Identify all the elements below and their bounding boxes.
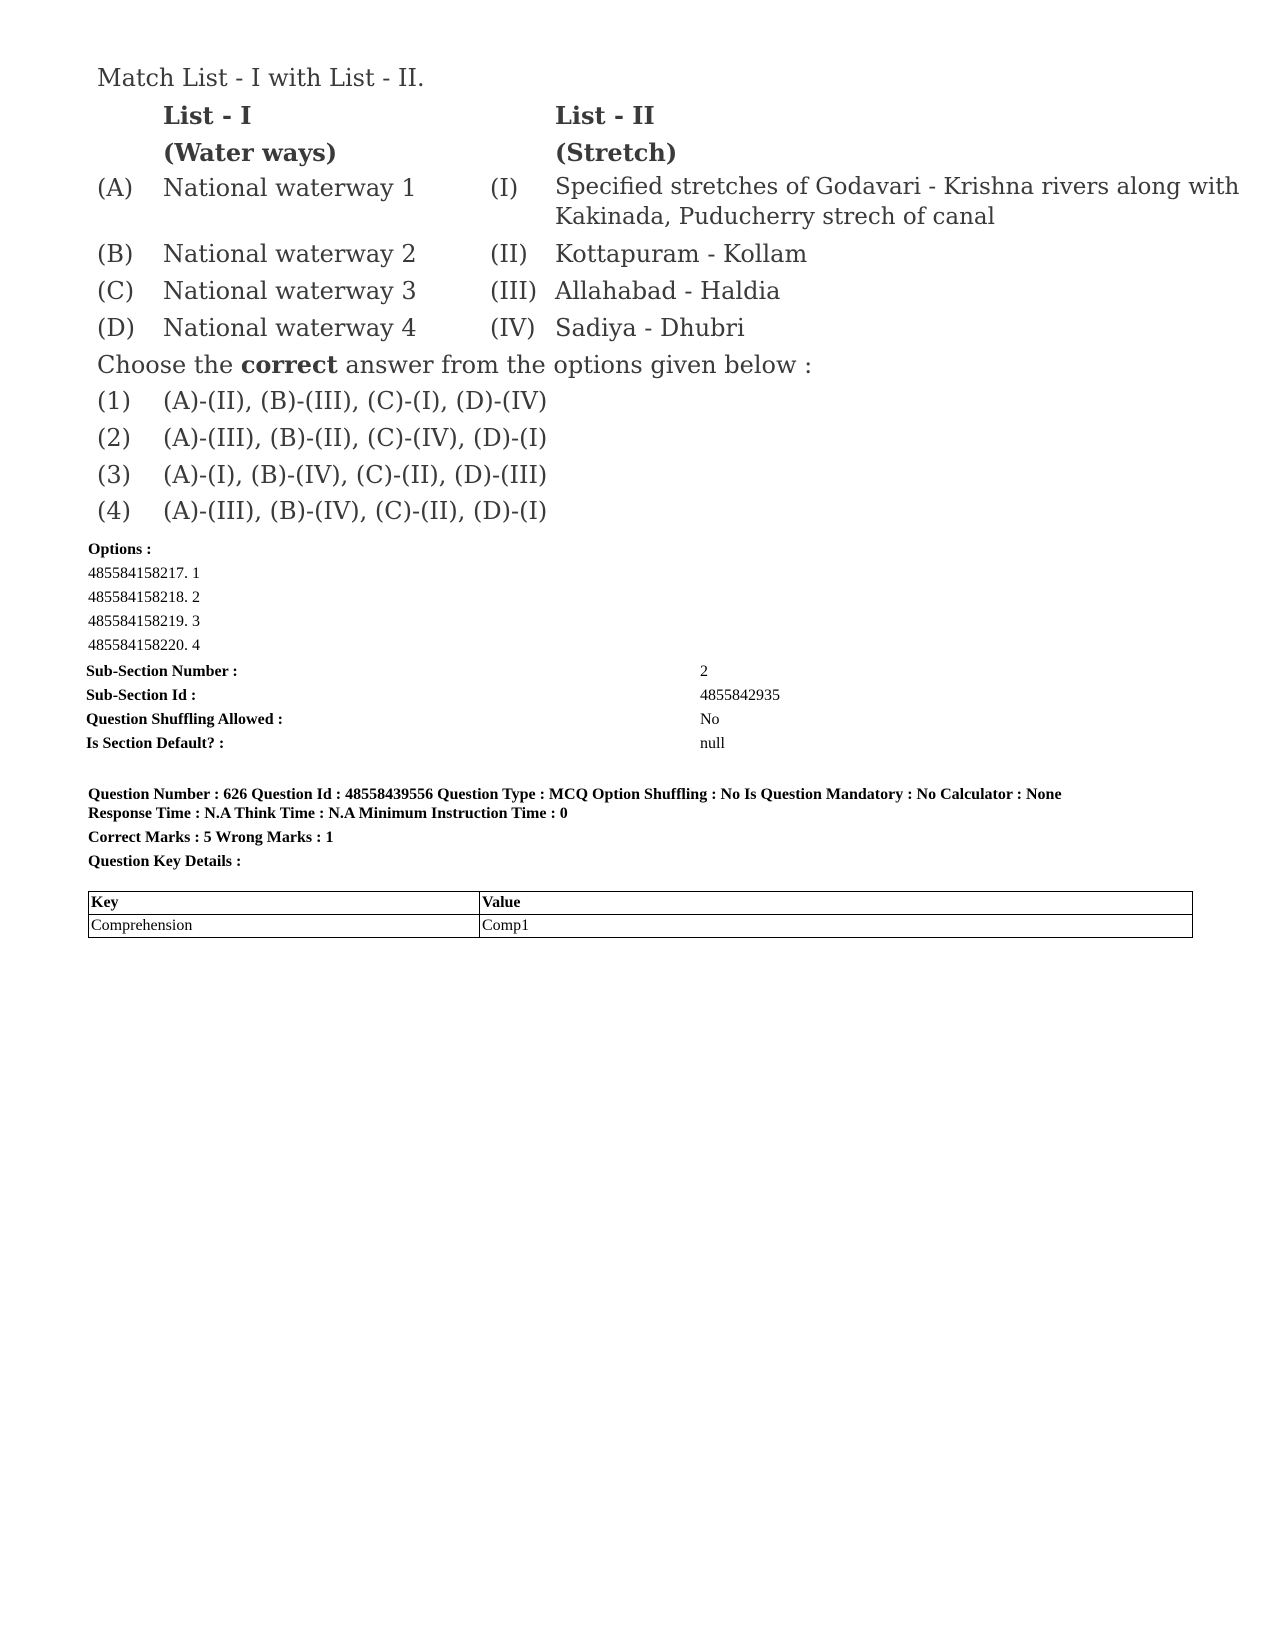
option-item: 485584158218. 2 xyxy=(88,589,200,606)
answer-number: (1) xyxy=(97,387,131,415)
row-item: National waterway 2 xyxy=(163,240,417,268)
key-details-table xyxy=(88,891,1193,938)
answer-number: (3) xyxy=(97,461,131,489)
row-letter: (A) xyxy=(97,174,134,202)
list2-header: List - II xyxy=(555,101,655,130)
row-item: National waterway 1 xyxy=(163,174,417,202)
shuffling-allowed-label: Question Shuffling Allowed : xyxy=(86,711,283,728)
row-letter: (C) xyxy=(97,277,135,305)
key-details-label: Question Key Details : xyxy=(88,853,242,870)
table-cell-value: Comp1 xyxy=(480,915,1193,938)
option-item: 485584158220. 4 xyxy=(88,637,200,654)
row-stretch: Sadiya - Dhubri xyxy=(555,314,745,342)
choose-prefix: Choose the xyxy=(97,351,241,379)
row-roman: (II) xyxy=(490,240,528,268)
question-meta-line2: Response Time : N.A Think Time : N.A Minimum Instruction Time : 0 xyxy=(88,805,568,822)
table-row xyxy=(89,915,1193,938)
row-stretch: Kottapuram - Kollam xyxy=(555,240,808,268)
shuffling-allowed-value: No xyxy=(700,711,720,728)
answer-number: (4) xyxy=(97,497,131,525)
row-stretch-continued: Kakinada, Puducherry strech of canal xyxy=(555,204,995,230)
row-stretch: Specified stretches of Godavari - Krishna rivers along with xyxy=(555,174,1240,200)
row-roman: (I) xyxy=(490,174,519,202)
option-item: 485584158219. 3 xyxy=(88,613,200,630)
options-label: Options : xyxy=(88,541,152,558)
row-stretch: Allahabad - Haldia xyxy=(555,277,781,305)
row-letter: (B) xyxy=(97,240,134,268)
answer-text: (A)-(III), (B)-(IV), (C)-(II), (D)-(I) xyxy=(163,497,548,525)
answer-number: (2) xyxy=(97,424,131,452)
question-meta-line1: Question Number : 626 Question Id : 48558439556 Question Type : MCQ Option Shuffling : No Is Question Mandatory : No Calculator : None xyxy=(88,786,1062,803)
choose-instruction xyxy=(97,350,812,379)
question-intro: Match List - I with List - II. xyxy=(97,64,425,92)
row-item: National waterway 4 xyxy=(163,314,417,342)
table-header-key: Key xyxy=(89,892,480,915)
section-default-label: Is Section Default? : xyxy=(86,735,225,752)
row-letter: (D) xyxy=(97,314,135,342)
option-item: 485584158217. 1 xyxy=(88,565,200,582)
list2-subheader: (Stretch) xyxy=(555,138,678,167)
answer-text: (A)-(III), (B)-(II), (C)-(IV), (D)-(I) xyxy=(163,424,548,452)
answer-text: (A)-(II), (B)-(III), (C)-(I), (D)-(IV) xyxy=(163,387,548,415)
answer-text: (A)-(I), (B)-(IV), (C)-(II), (D)-(III) xyxy=(163,461,548,489)
row-roman: (IV) xyxy=(490,314,536,342)
list1-subheader: (Water ways) xyxy=(163,138,338,167)
table-header-row xyxy=(89,892,1193,915)
subsection-id-label: Sub-Section Id : xyxy=(86,687,197,704)
table-header-value: Value xyxy=(480,892,1193,915)
section-default-value: null xyxy=(700,735,725,752)
choose-suffix: answer from the options given below : xyxy=(337,351,813,379)
subsection-id-value: 4855842935 xyxy=(700,687,780,704)
table-cell-key: Comprehension xyxy=(89,915,480,938)
list1-header: List - I xyxy=(163,101,252,130)
question-marks: Correct Marks : 5 Wrong Marks : 1 xyxy=(88,829,334,846)
row-roman: (III) xyxy=(490,277,538,305)
subsection-number-label: Sub-Section Number : xyxy=(86,663,238,680)
row-item: National waterway 3 xyxy=(163,277,417,305)
subsection-number-value: 2 xyxy=(700,663,708,680)
choose-emphasis: correct xyxy=(240,350,338,379)
